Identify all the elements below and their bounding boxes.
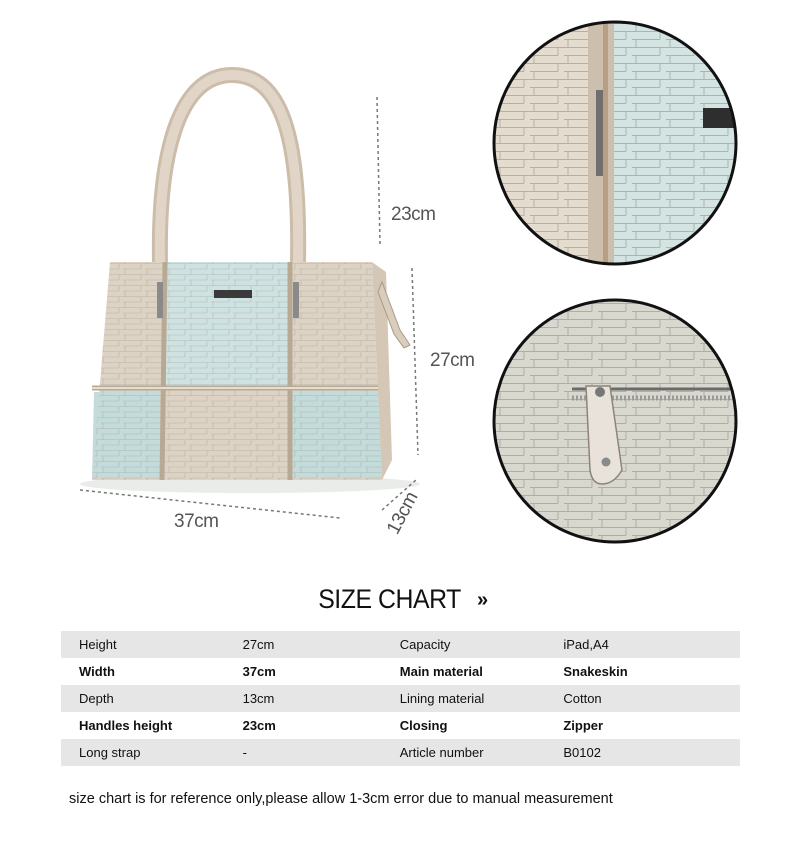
table-row [61,712,740,739]
depth-label: 13cm [383,488,423,538]
measurement-note: size chart is for reference only,please allow 1-3cm error due to manual measurement [69,791,613,807]
size-chart-table [61,631,740,766]
row-label: Height [61,631,243,658]
row-label: Closing [399,718,448,733]
row-label: Depth [61,685,243,712]
row-label: Main material [399,664,483,679]
row-value: 37cm [242,664,276,679]
table-row [61,739,740,766]
section-title: SIZE CHART [318,584,461,614]
row-value: Snakeskin [563,664,628,679]
row-label: Width [79,664,115,679]
row-value: - [243,739,400,766]
row-label: Long strap [61,739,243,766]
row-value: iPad,A4 [563,631,740,658]
table-row [61,685,740,712]
row-value: B0102 [563,739,740,766]
row-value: 23cm [242,718,276,733]
table-row [61,658,740,685]
handle-height-label: 23cm [391,204,436,225]
row-value: 27cm [243,631,400,658]
row-label: Lining material [400,685,564,712]
row-label: Article number [400,739,564,766]
row-label: Capacity [400,631,564,658]
table-row [61,631,740,658]
height-label: 27cm [430,350,475,371]
double-chevron-right-icon: » [476,589,489,611]
row-value: Cotton [563,685,740,712]
row-label: Handles height [79,718,173,733]
row-value: 13cm [243,685,400,712]
size-chart-heading [0,584,800,615]
row-value: Zipper [563,718,604,733]
width-label: 37cm [174,511,219,532]
